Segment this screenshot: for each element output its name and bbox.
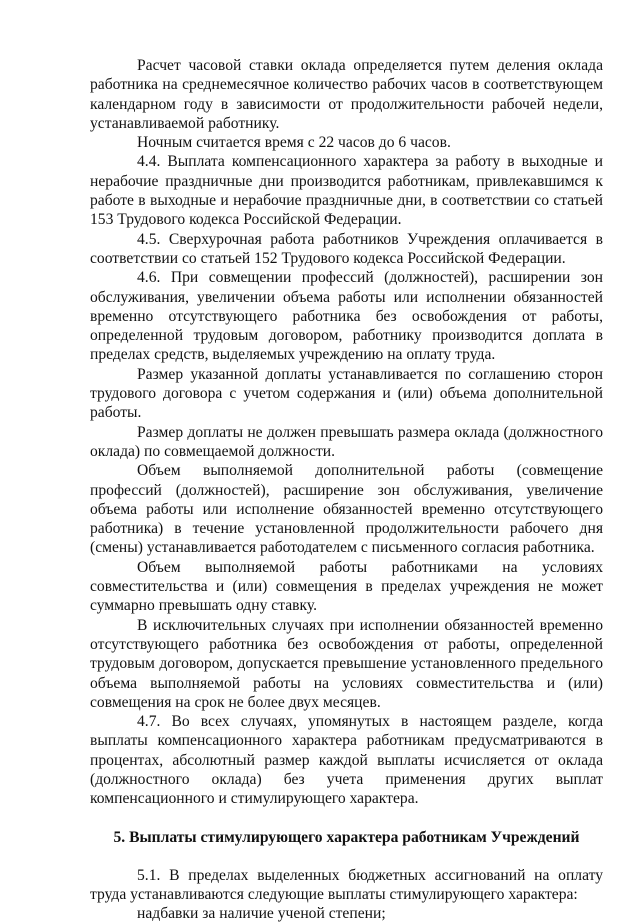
paragraph-4-5: 4.5. Сверхурочная работа работников Учреждения оплачивается в соответствии со статьей 152 Трудового кодекса Российской Федерации. — [90, 230, 603, 267]
paragraph-5-1: 5.1. В пределах выделенных бюджетных ассигнований на оплату труда устанавливаются следующие выплаты стимулирующего характера: — [90, 866, 603, 904]
paragraph-4-6: 4.6. При совмещении профессий (должностей), расширении зон обслуживания, увеличении объема работы или исполнении обязанностей временно отсутствующего работника без освобождения от работы, определенной трудовым договором, работнику производится доплата в пределах средств, выделяемых учреждению на оплату труда. — [90, 269, 603, 364]
paragraph-4-4: 4.4. Выплата компенсационного характера за работу в выходные и нерабочие праздничные дни производится работникам, привлекавшимся к работе в выходные и нерабочие праздничные дни, в соответствии со статьей 153 Трудового кодекса Российской Федерации. — [90, 153, 603, 229]
paragraph-exceptional-cases: В исключительных случаях при исполнении обязанностей временно отсутствующего работника без освобождения от работы, определенной трудовым договором, допускается превышение установленного предельного объема выполняемой работы на условиях совместительства и (или) совмещения на срок не более двух месяцев. — [90, 616, 603, 711]
paragraph-surcharge-limit: Размер доплаты не должен превышать размера оклада (должностного оклада) по совмещаемой должности. — [90, 423, 603, 460]
paragraph-4-7: 4.7. Во всех случаях, упомянутых в настоящем разделе, когда выплаты компенсационного характера работникам предусматриваются в процентах, абсолютный размер каждой выплаты исчисляется от оклада (должностного оклада) без учета применения других выплат компенсационного и стимулирующего характера. — [90, 713, 603, 808]
paragraph-additional-work: Объем выполняемой дополнительной работы (совмещение профессий (должностей), расширение зон обслуживания, увеличение объема работы или исполнение обязанностей временно отсутствующего работника) в течение установленной продолжительности рабочего дня (смены) устанавливается работодателем с письменного согласия работника. — [90, 462, 603, 557]
paragraph-night-time: Ночным считается время с 22 часов до 6 часов. — [137, 134, 451, 152]
paragraph-surcharge-size: Размер указанной доплаты устанавливается по соглашению сторон трудового договора с учетом содержания и (или) объема дополнительной работы. — [90, 365, 603, 422]
paragraph-hourly-rate: Расчет часовой ставки оклада определяется путем деления оклада работника на среднемесячное количество рабочих часов в соответствующем календарном году в зависимости от продолжительности рабочей недели, устанавливаемой работнику. — [90, 57, 603, 132]
paragraph-academic-degree: надбавки за наличие ученой степени; — [137, 905, 386, 923]
section-heading: 5. Выплаты стимулирующего характера работникам Учреждений — [113, 828, 580, 846]
paragraph-part-time-limit: Объем выполняемой работы работниками на условиях совместительства и (или) совмещения в пределах учреждения не может суммарно превышать одну ставку. — [90, 558, 603, 615]
